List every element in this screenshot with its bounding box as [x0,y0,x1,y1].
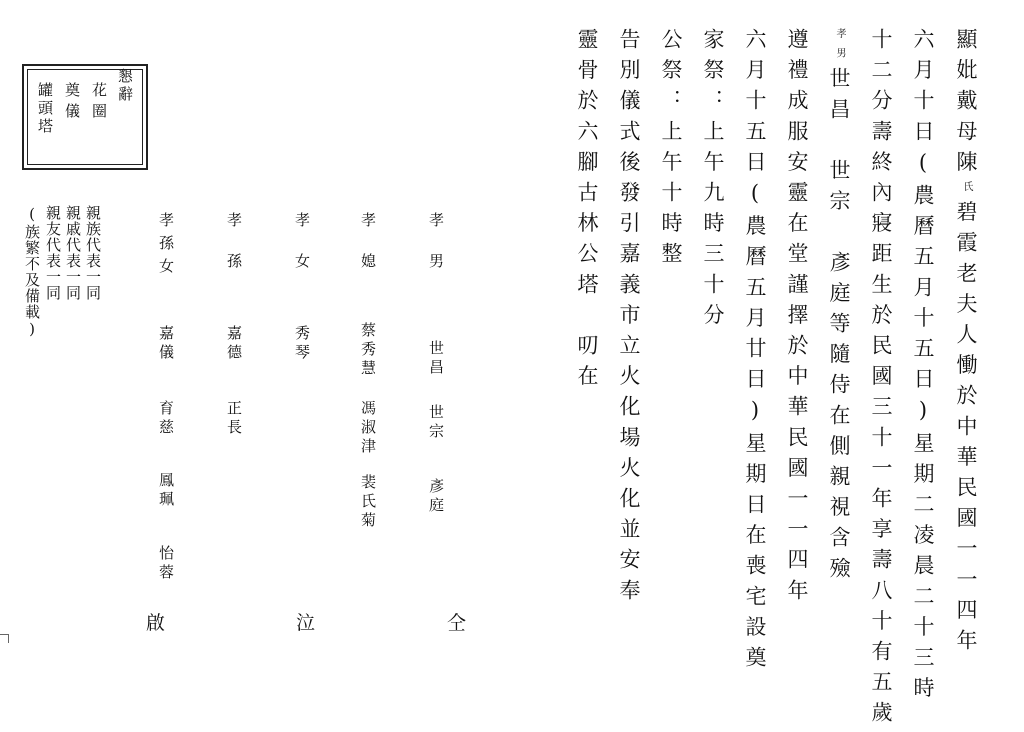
notice-text: 公祭：上午十時整 [659,28,683,273]
notice-text: 世昌 世宗 彥庭等隨侍在側親視含殮 [827,67,851,588]
declined-title: 懇辭 [116,68,134,104]
closing-right: 仝 [447,612,467,634]
declined-item: 奠儀 [63,82,81,124]
notice-text: 碧霞老夫人慟於中華民國一一四年 [954,200,978,660]
family-name: 彥庭 [427,478,445,516]
family-name: 嘉德 [225,325,243,363]
closing-middle: 泣 [296,612,316,634]
notice-small-text: 氏 [961,181,972,201]
notice-column [660,28,681,273]
declined-offerings-box [22,64,148,170]
notice-text: 六月十五日(農曆五月廿日)星期日在喪宅設奠 [743,28,767,677]
family-name: 怡蓉 [157,545,175,583]
notice-column [912,28,933,707]
family-title: 孝男 [427,212,445,294]
family-title: 孝孫女 [157,212,175,281]
family-title: 孝媳 [359,212,377,294]
family-name: 育慈 [157,400,175,438]
notice-column [786,28,807,609]
family-name: 鳳珮 [157,472,175,510]
declined-item: 罐頭塔 [36,82,54,136]
notice-column [828,28,849,587]
notice-text: 遵禮成服安靈在堂謹擇於中華民國一一四年 [785,28,809,610]
family-name: 裴氏菊 [359,474,377,531]
notice-text: 告別儀式後發引嘉義市立火化場火化並安奉 [617,28,641,610]
closing-left: 啟 [146,612,166,634]
family-title: 孝孫 [225,212,243,294]
notice-text: 十二分壽終內寢距生於民國三十一年享壽八十有五歲 [869,28,893,732]
family-title: 孝女 [293,212,311,294]
notice-column [702,28,723,334]
notice-column [744,28,765,677]
representative-line: 親族代表一同 [84,205,102,301]
notice-small-text: 孝男 [834,28,845,68]
notice-column [618,28,639,609]
family-name: 嘉儀 [157,325,175,363]
representative-line: 親戚代表一同 [64,205,82,301]
family-name: 馮淑津 [359,400,377,457]
family-name: 正長 [225,400,243,438]
notice-text: 家祭：上午九時三十分 [701,28,725,334]
notice-text: 六月十日(農曆五月十五日)星期二凌晨二十三時 [911,28,935,708]
representative-line: 親友代表一同 [44,205,62,301]
family-name: 世昌 [427,340,445,378]
page-corner-mark [0,634,9,643]
notice-text: 靈骨於六腳古林公塔 叨在 [575,28,599,396]
family-name: 秀琴 [293,325,311,363]
notice-column [955,28,976,660]
representative-line: (族繁不及備載) [23,205,41,339]
notice-column [576,28,597,395]
notice-column [870,28,891,732]
family-name: 蔡秀慧 [359,322,377,379]
family-name: 世宗 [427,404,445,442]
declined-item: 花圈 [90,82,108,124]
notice-text: 顯妣戴母陳 [954,28,978,181]
